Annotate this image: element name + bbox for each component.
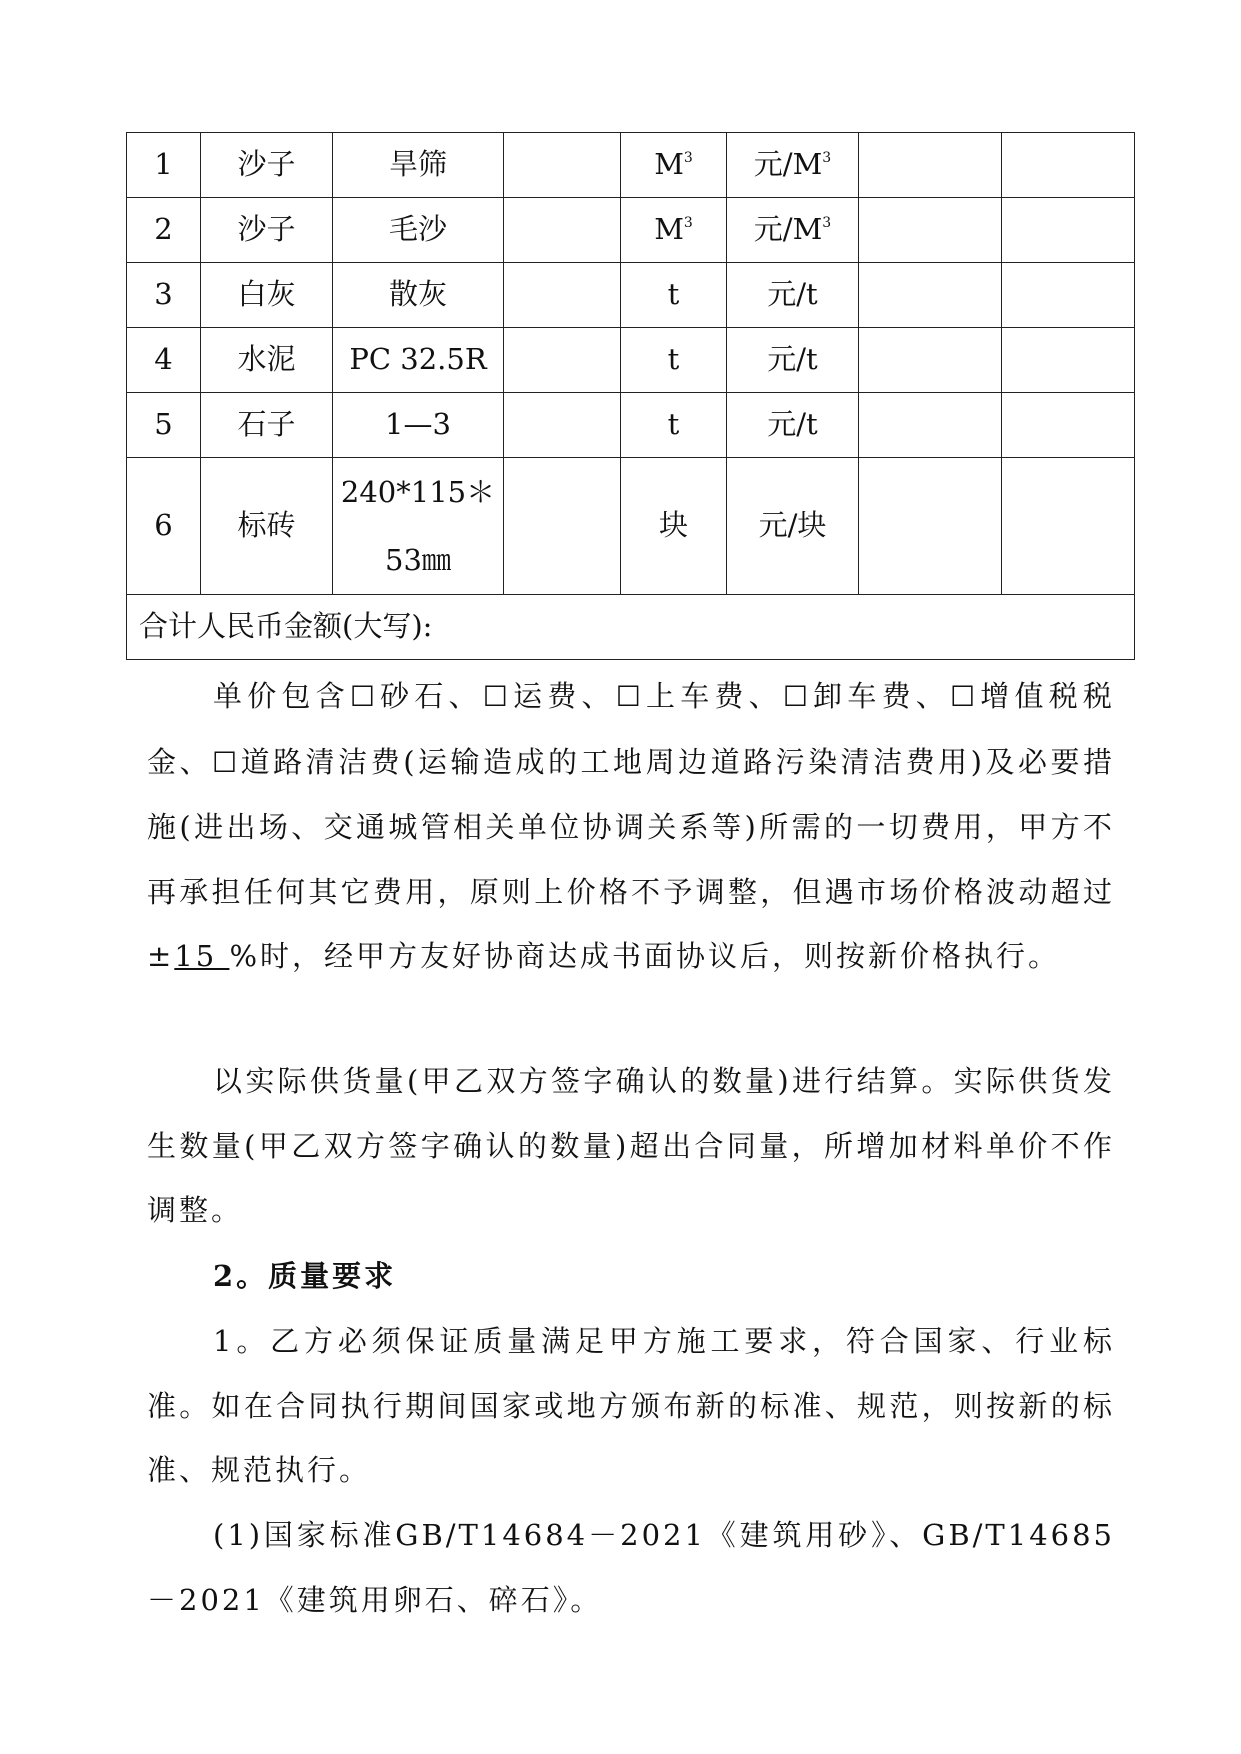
empty-cell [1002, 393, 1135, 458]
material-name: 石子 [201, 393, 333, 458]
empty-cell [859, 328, 1002, 393]
row-number: 5 [127, 393, 201, 458]
material-name: 标砖 [201, 458, 333, 595]
price-unit-cell [727, 133, 859, 198]
empty-cell [504, 458, 621, 595]
price-unit: 元/块 [727, 458, 859, 595]
empty-cell [1002, 263, 1135, 328]
row-number: 1 [127, 133, 201, 198]
standard-paragraph: (1)国家标准GB/T14684－2021《建筑用砂》、GB/T14685－2021《建筑用卵石、碎石》。 [147, 1518, 1115, 1617]
material-name: 白灰 [201, 263, 333, 328]
settlement-paragraph: 以实际供货量(甲乙双方签字确认的数量)进行结算。实际供货发生数量(甲乙双方签字确认的数量)超出合同量，所增加材料单价不作调整。 [147, 1064, 1115, 1227]
empty-cell [859, 263, 1002, 328]
table-row [127, 328, 1135, 393]
percentage-value: 15 [174, 939, 230, 973]
empty-cell [1002, 133, 1135, 198]
unit-superscript: 3 [683, 150, 693, 167]
price-unit-superscript: 3 [822, 215, 832, 232]
checkbox-icon[interactable]: ☐ [482, 680, 511, 713]
unit-cell [621, 133, 727, 198]
empty-cell [504, 263, 621, 328]
checkbox-icon[interactable]: ☐ [615, 680, 644, 713]
price-unit: 元/t [727, 393, 859, 458]
quality-paragraph: 1。乙方必须保证质量满足甲方施工要求，符合国家、行业标准。如在合同执行期间国家或地方颁布新的标准、规范，则按新的标准、规范执行。 [147, 1324, 1115, 1487]
materials-table [126, 132, 1135, 660]
empty-cell [859, 393, 1002, 458]
empty-cell [504, 198, 621, 263]
empty-cell [1002, 328, 1135, 393]
spec-line: 240*115＊ [340, 475, 496, 509]
row-number: 2 [127, 198, 201, 263]
unit: t [621, 263, 727, 328]
material-spec: 旱筛 [333, 133, 504, 198]
material-spec: 1—3 [333, 393, 504, 458]
table-row [127, 458, 1135, 595]
price-unit: 元/t [727, 328, 859, 393]
price-unit: 元/t [727, 263, 859, 328]
unit: t [621, 393, 727, 458]
empty-cell [504, 133, 621, 198]
material-spec: PC 32.5R [333, 328, 504, 393]
unit: t [621, 328, 727, 393]
empty-cell [504, 328, 621, 393]
unit-cell [621, 198, 727, 263]
spec-line: 53㎜ [385, 543, 451, 577]
empty-cell [859, 133, 1002, 198]
unit: M [654, 147, 684, 182]
unit: M [654, 212, 684, 247]
price-inclusion-paragraph: 单价包含☐砂石、☐运费、☐上车费、☐卸车费、☐增值税税金、☐道路清洁费(运输造成的工地周边道路污染清洁费用)及必要措施(进出场、交通城管相关单位协调关系等)所需的一切费用，甲方不再承担任何其它费用，原则上价格不予调整，但遇市场价格波动超过±15 %时，经甲方友好协商达成书面协议后，则按新价格执行。 [147, 679, 1115, 973]
empty-cell [859, 198, 1002, 263]
material-spec: 散灰 [333, 263, 504, 328]
checkbox-icon[interactable]: ☐ [782, 680, 811, 713]
material-name: 沙子 [201, 133, 333, 198]
material-name: 沙子 [201, 198, 333, 263]
unit-superscript: 3 [683, 215, 693, 232]
checkbox-icon[interactable]: ☐ [949, 680, 979, 713]
price-unit: 元/M [753, 147, 823, 182]
empty-cell [1002, 458, 1135, 595]
total-amount-label: 合计人民币金额(大写): [127, 595, 1135, 660]
material-name: 水泥 [201, 328, 333, 393]
material-spec [333, 458, 504, 595]
empty-cell [504, 393, 621, 458]
total-row [127, 595, 1135, 660]
row-number: 3 [127, 263, 201, 328]
table-row [127, 198, 1135, 263]
unit: 块 [621, 458, 727, 595]
row-number: 4 [127, 328, 201, 393]
checkbox-icon[interactable]: ☐ [212, 745, 241, 779]
section-heading: 2。质量要求 [213, 1259, 397, 1293]
checkbox-icon[interactable]: ☐ [349, 680, 378, 713]
empty-cell [859, 458, 1002, 595]
empty-cell [1002, 198, 1135, 263]
price-unit-superscript: 3 [822, 150, 832, 167]
table-row [127, 393, 1135, 458]
price-unit: 元/M [753, 212, 823, 247]
row-number: 6 [127, 458, 201, 595]
price-unit-cell [727, 198, 859, 263]
table-row [127, 263, 1135, 328]
table-row [127, 133, 1135, 198]
material-spec: 毛沙 [333, 198, 504, 263]
